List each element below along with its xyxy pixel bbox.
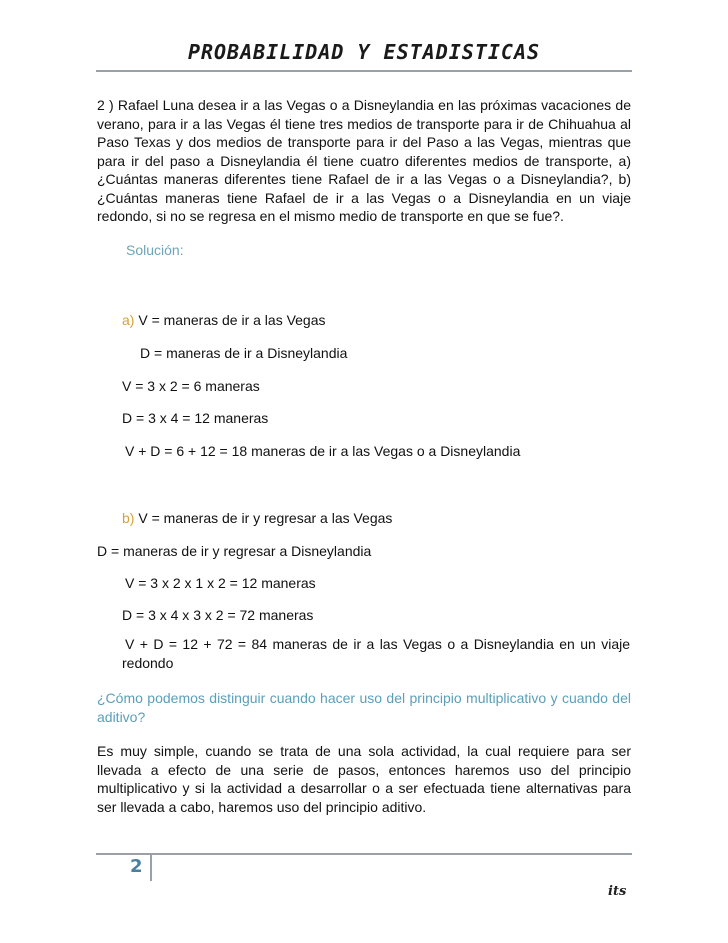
question-text: ¿Cómo podemos distinguir cuando hacer uso del principio multiplicativo y cuando del aditivo? [97,690,631,725]
footer-tag: its [608,884,627,899]
header-divider [96,70,632,72]
part-a-sum: V + D = 6 + 12 = 18 maneras de ir a las Vegas o a Disneylandia [125,443,521,459]
part-a-line-1 [122,311,326,329]
footer-divider [96,853,632,855]
page-number: 2 [130,856,143,877]
problem-statement: 2 ) Rafael Luna desea ir a las Vegas o a Disneylandia en las próximas vacaciones de verano, para ir a las Vegas él tiene tres medios de transporte para ir de Chihuahua al Paso Texas y dos medios de transporte para ir del Paso a las Vegas, mientras que para ir del paso a Disneylandia él tiene cuatro diferentes medios de transporte, a) ¿Cuántas maneras diferentes tiene Rafael de ir a las Vegas o a Disneylandia?, b) ¿Cuántas maneras tiene Rafael de ir a las Vegas o a Disneylandia en un viaje redondo, si no se regresa en el mismo medio de transporte en que se fue?. [97,97,631,224]
page-number-separator [150,853,152,881]
part-b-sum: V + D = 12 + 72 = 84 maneras de ir a las Vegas o a Disneylandia en un viaje redondo [122,636,630,671]
solution-label: Solución: [126,242,184,258]
part-b-definition-v: V = maneras de ir y regresar a las Vegas [138,510,393,526]
part-b-calc-d: D = 3 x 4 x 3 x 2 = 72 maneras [122,607,314,623]
part-a-calc-d: D = 3 x 4 = 12 maneras [122,410,269,426]
page-header-title: PROBABILIDAD Y ESTADISTICAS [187,40,541,64]
part-b-line-1 [122,509,392,527]
part-b-calc-v: V = 3 x 2 x 1 x 2 = 12 maneras [125,575,316,591]
part-a-calc-v: V = 3 x 2 = 6 maneras [122,378,260,394]
part-a-marker: a) [122,312,135,328]
part-a-definition-d: D = maneras de ir a Disneylandia [140,345,348,361]
part-a-definition-v: V = maneras de ir a las Vegas [138,312,326,328]
part-b-definition-d: D = maneras de ir y regresar a Disneylandia [97,543,372,559]
answer-paragraph: Es muy simple, cuando se trata de una sola actividad, la cual requiere para ser llevada a efecto de una serie de pasos, entonces haremos uso del principio multiplicativo y si la actividad a desarrollar o a ser efectuada tiene alternativas para ser llevada a cabo, haremos uso del principio aditivo. [97,743,631,815]
part-b-marker: b) [122,510,135,526]
